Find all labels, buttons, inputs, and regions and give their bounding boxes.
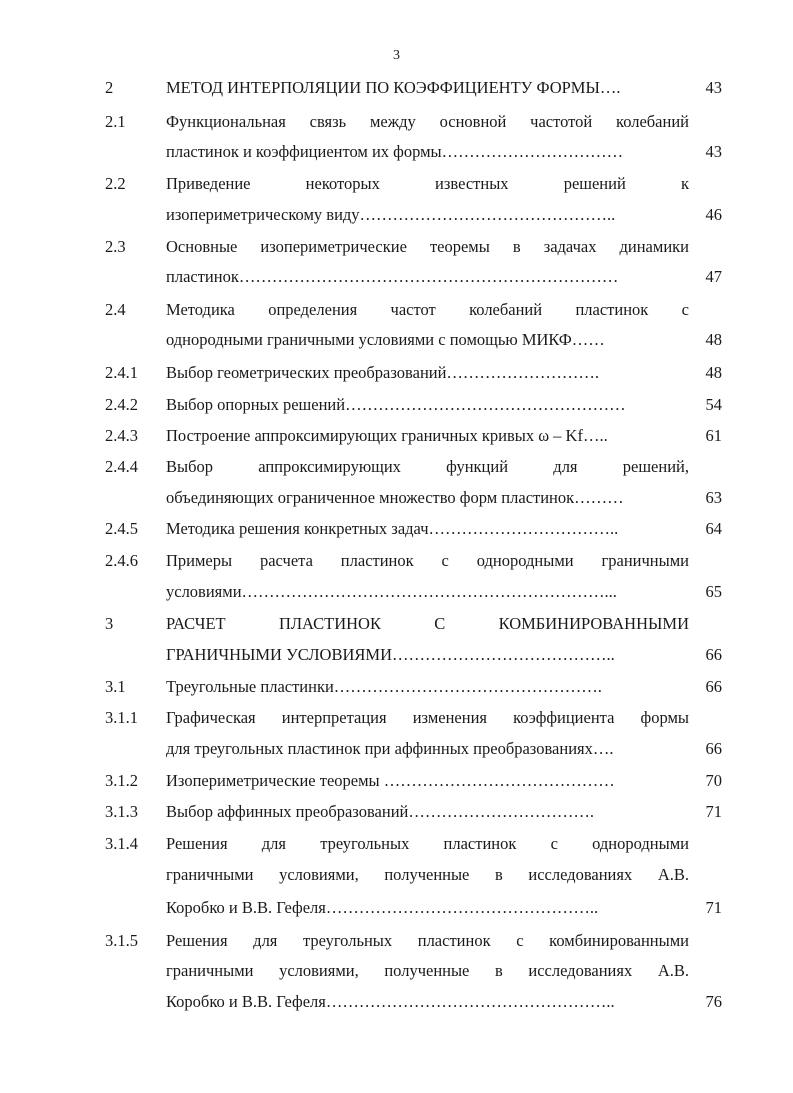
toc-entry-title-line: Методика определения частот колебаний пластинок с xyxy=(166,300,689,319)
toc-entry-page: 64 xyxy=(705,519,722,538)
toc-entry-page: 71 xyxy=(705,898,722,917)
toc-entry-title-line: Примеры расчета пластинок с однородными граничными xyxy=(166,551,689,570)
toc-entry-title-line: граничными условиями, полученные в исследованиях А.В. xyxy=(166,865,689,884)
toc-entry-number: 2.3 xyxy=(105,237,126,256)
toc-entry-title-line: Функциональная связь между основной частотой колебаний xyxy=(166,112,689,131)
toc-entry-page: 48 xyxy=(705,363,722,382)
toc-entry-title-line: граничными условиями, полученные в исследованиях А.В. xyxy=(166,961,689,980)
toc-entry-number: 2.4.1 xyxy=(105,363,138,382)
toc-entry-page: 43 xyxy=(705,78,722,97)
toc-entry-page: 71 xyxy=(705,802,722,821)
toc-entry-title-line: Выбор опорных решений…………………………………………… xyxy=(166,395,626,414)
toc-entry-number: 2.4 xyxy=(105,300,126,319)
toc-entry-number: 3.1.4 xyxy=(105,834,138,853)
toc-entry-number: 3.1.1 xyxy=(105,708,138,727)
toc-entry-number: 2.4.4 xyxy=(105,457,138,476)
toc-entry-number: 3 xyxy=(105,614,114,633)
toc-entry-title-line: Графическая интерпретация изменения коэффициента формы xyxy=(166,708,689,727)
toc-entry-page: 43 xyxy=(705,142,722,161)
toc-entry-page: 48 xyxy=(705,330,722,349)
toc-entry-title-line: Построение аппроксимирующих граничных кривых ω – Kf….. xyxy=(166,426,608,445)
toc-entry-number: 2 xyxy=(105,78,114,97)
toc-entry-title-line: Приведение некоторых известных решений к xyxy=(166,174,689,193)
toc-entry-title-line: условиями…………………………………………………………... xyxy=(166,582,617,601)
toc-entry-page: 66 xyxy=(705,677,722,696)
toc-entry-page: 65 xyxy=(705,582,722,601)
toc-entry-page: 47 xyxy=(705,267,722,286)
toc-entry-number: 2.4.5 xyxy=(105,519,138,538)
toc-entry-title-line: Коробко и В.В. Гефеля………………………………………….. xyxy=(166,898,599,917)
toc-entry-page: 61 xyxy=(705,426,722,445)
toc-entry-title-line: МЕТОД ИНТЕРПОЛЯЦИИ ПО КОЭФФИЦИЕНТУ ФОРМЫ…. xyxy=(166,78,621,97)
toc-entry-page: 46 xyxy=(705,205,722,224)
toc-entry-title-line: пластинок…………………………………………………………… xyxy=(166,267,619,286)
toc-entry-number: 3.1.2 xyxy=(105,771,138,790)
toc-entry-number: 2.1 xyxy=(105,112,126,131)
toc-entry-number: 3.1.5 xyxy=(105,931,138,950)
toc-entry-page: 54 xyxy=(705,395,722,414)
toc-entry-page: 63 xyxy=(705,488,722,507)
toc-entry-title-line: объединяющих ограниченное множество форм пластинок……… xyxy=(166,488,624,507)
toc-entry-title-line: изопериметрическому виду……………………………………….. xyxy=(166,205,616,224)
toc-entry-title-line: Коробко и В.В. Гефеля…………………………………………….. xyxy=(166,992,615,1011)
toc-entry-number: 2.4.6 xyxy=(105,551,138,570)
toc-entry-title-line: однородными граничными условиями с помощью МИКФ…… xyxy=(166,330,605,349)
toc-entry-page: 66 xyxy=(705,645,722,664)
page-number: 3 xyxy=(393,48,400,63)
toc-entry-number: 3.1.3 xyxy=(105,802,138,821)
toc-entry-title-line: Выбор аффинных преобразований……………………………. xyxy=(166,802,594,821)
toc-entry-title-line: Методика решения конкретных задач…………………………….. xyxy=(166,519,619,538)
toc-entry-title-line: Основные изопериметрические теоремы в задачах динамики xyxy=(166,237,689,256)
toc-entry-number: 2.4.2 xyxy=(105,395,138,414)
toc-entry-page: 66 xyxy=(705,739,722,758)
toc-entry-title-line: Треугольные пластинки…………………………………………. xyxy=(166,677,602,696)
toc-entry-title-line: Решения для треугольных пластинок с однородными xyxy=(166,834,689,853)
toc-entry-title-line: Выбор аппроксимирующих функций для решений, xyxy=(166,457,689,476)
toc-entry-title-line: Изопериметрические теоремы …………………………………… xyxy=(166,771,615,790)
toc-entry-title-line: Решения для треугольных пластинок с комбинированными xyxy=(166,931,689,950)
toc-entry-number: 2.4.3 xyxy=(105,426,138,445)
toc-entry-page: 70 xyxy=(705,771,722,790)
toc-entry-number: 2.2 xyxy=(105,174,126,193)
toc-entry-title-line: пластинок и коэффициентом их формы…………………………… xyxy=(166,142,624,161)
toc-entry-title-line: для треугольных пластинок при аффинных преобразованиях…. xyxy=(166,739,614,758)
toc-entry-number: 3.1 xyxy=(105,677,126,696)
toc-entry-page: 76 xyxy=(705,992,722,1011)
toc-entry-title-line: Выбор геометрических преобразований………………………. xyxy=(166,363,600,382)
toc-entry-title-line: ГРАНИЧНЫМИ УСЛОВИЯМИ………………………………….. xyxy=(166,645,615,664)
toc-entry-title-line: РАСЧЕТ ПЛАСТИНОК С КОМБИНИРОВАННЫМИ xyxy=(166,614,689,633)
